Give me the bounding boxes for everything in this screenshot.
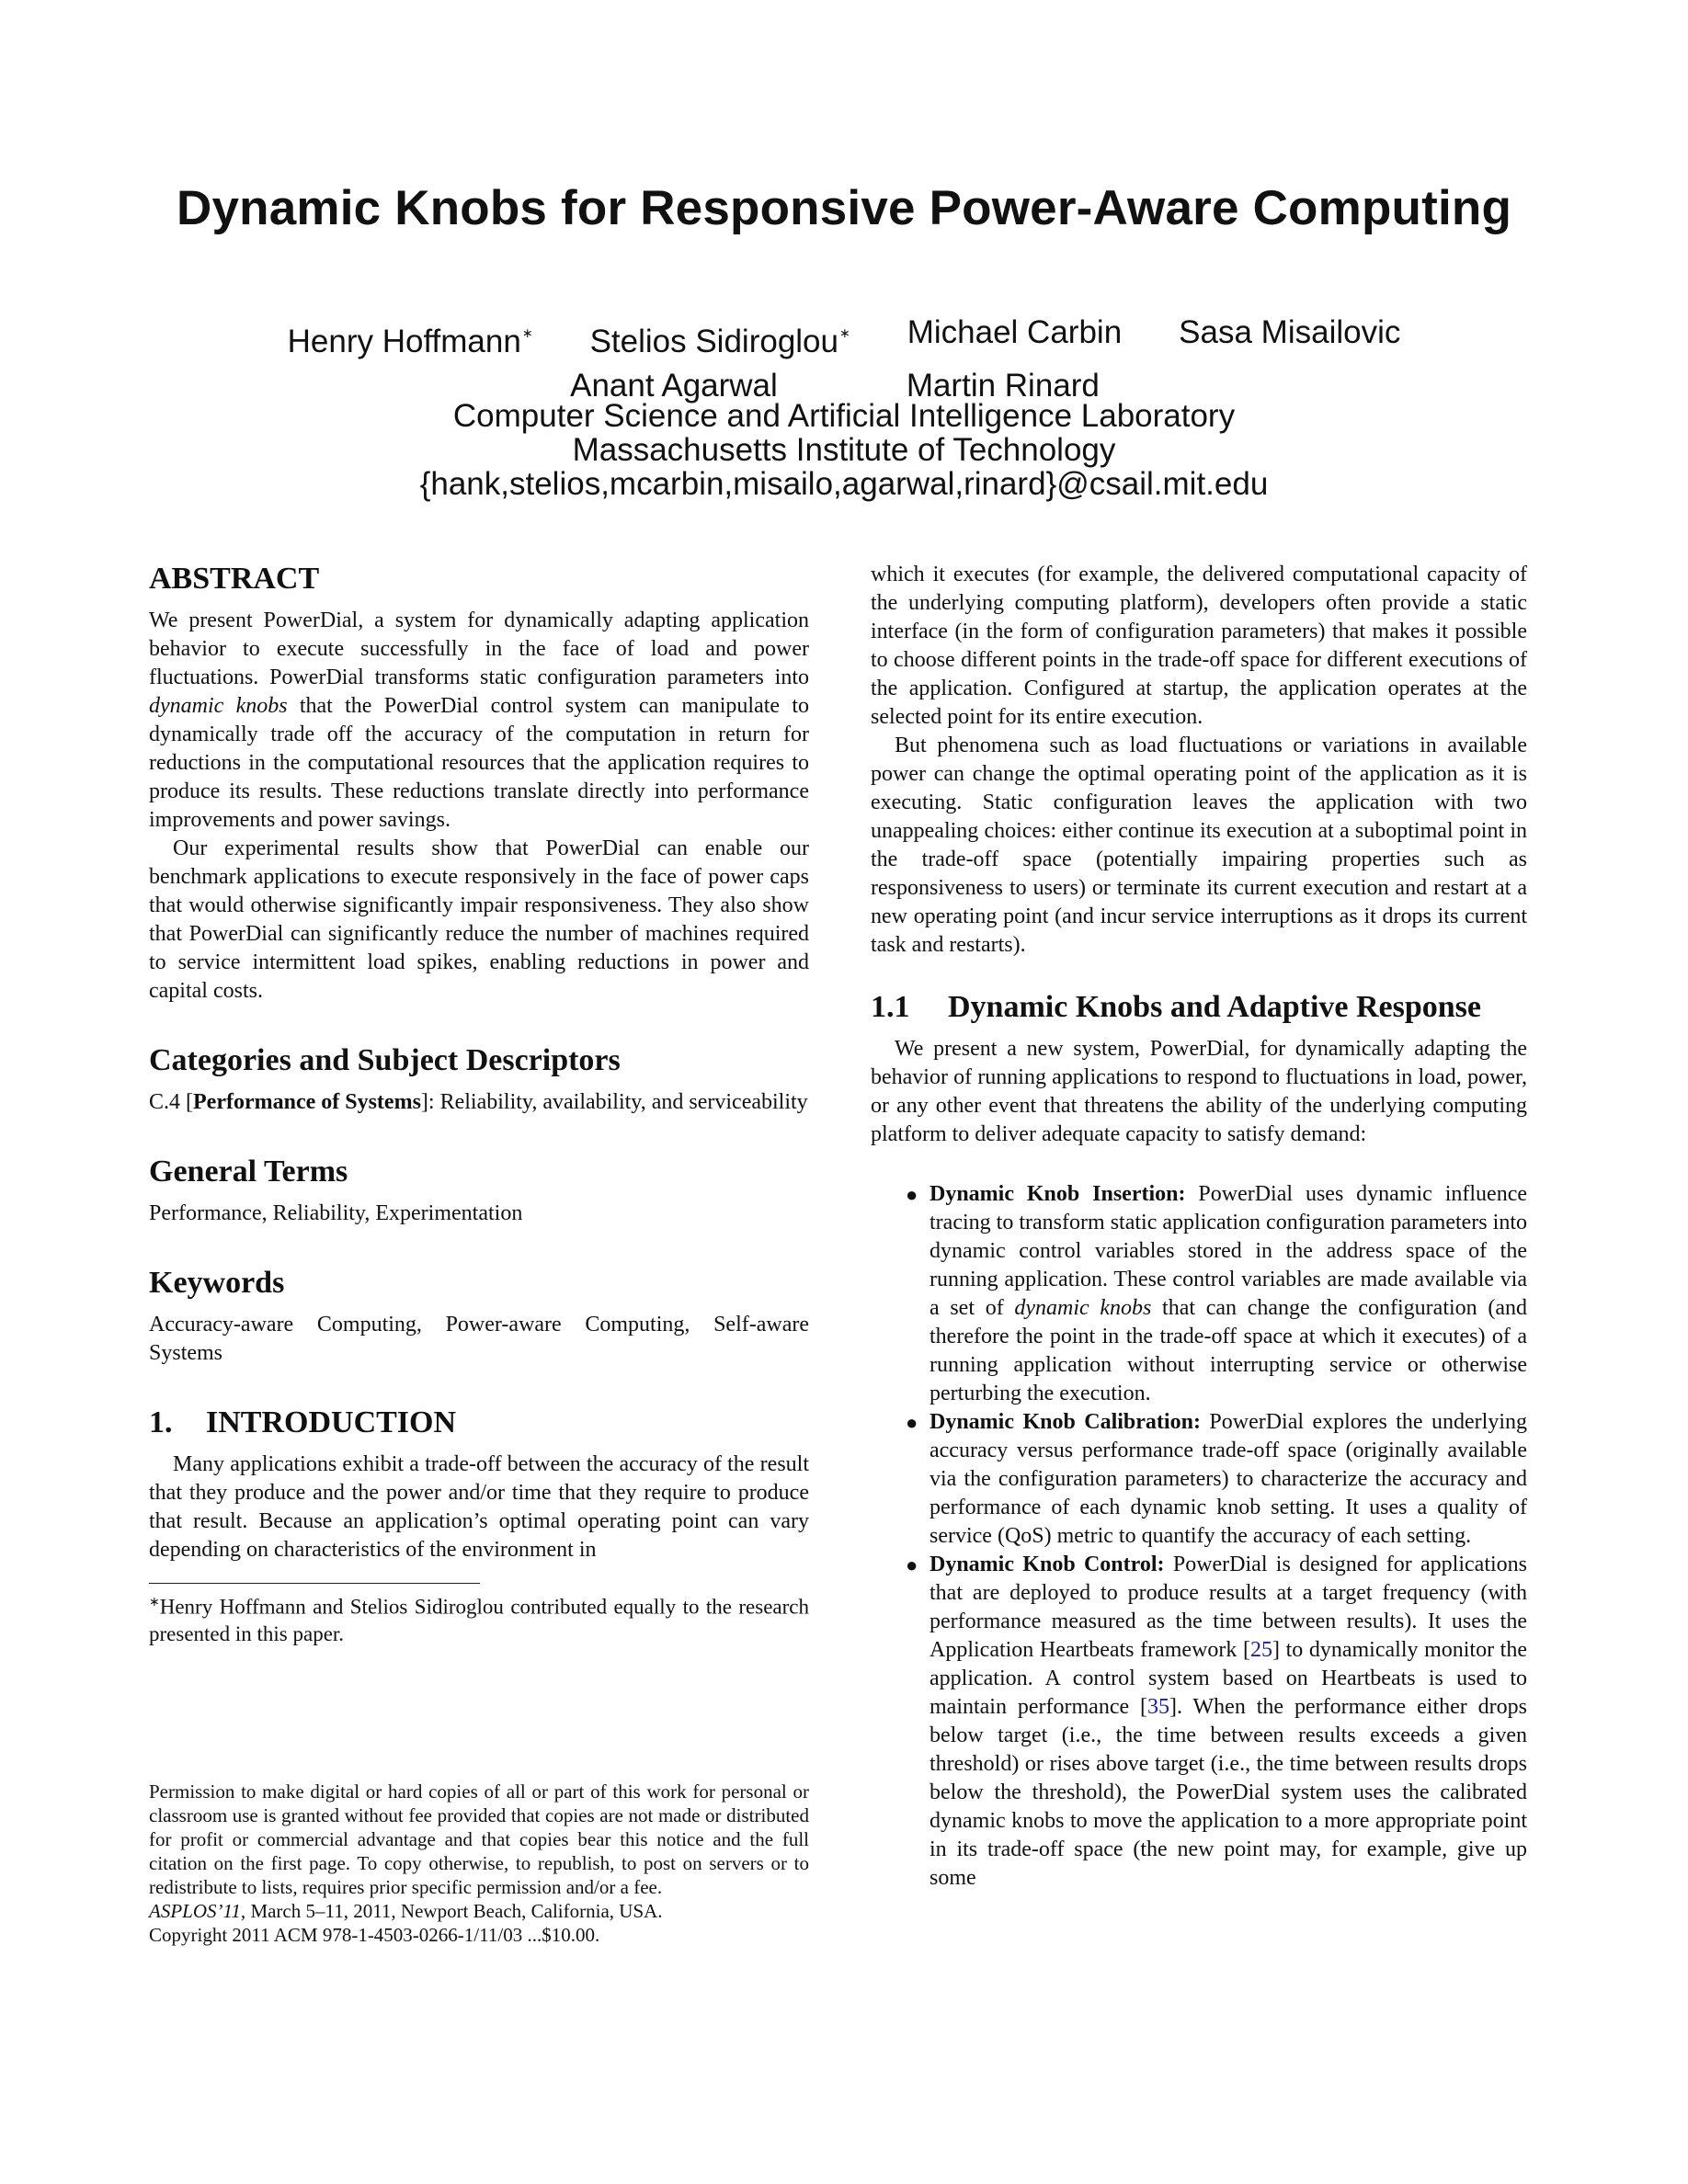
- general-terms-heading: General Terms: [149, 1155, 348, 1189]
- categories-heading: Categories and Subject Descriptors: [149, 1043, 621, 1077]
- list-item: ● Dynamic Knob Calibration: PowerDial explores the underlying accuracy versus performance trade-off space (originally available via the configuration parameters) to characterize the accuracy and performance of each dynamic knob setting. It uses a quality of service (QoS) metric to quantify the accuracy of each setting.: [906, 1410, 1527, 1548]
- venue-line: ASPLOS’11, March 5–11, 2011, Newport Beach, California, USA.: [149, 1900, 663, 1922]
- footnote-rule: [149, 1583, 480, 1584]
- bullet-icon: ●: [906, 1553, 918, 1576]
- bullet-icon: ●: [906, 1411, 918, 1434]
- author-block: [0, 311, 1688, 408]
- author-emails: {hank,stelios,mcarbin,misailo,agarwal,rinard}@csail.mit.edu: [419, 466, 1269, 502]
- list-item: ● Dynamic Knob Insertion: PowerDial uses dynamic influence tracing to transform static application configuration parameters into dynamic control variables stored in the address space of the running application. These control variables are made available via a set of dynamic knobs that can change the configuration (and therefore the point in the trade-off space at which it executes) of a running application without interrupting service or otherwise perturbing the execution.: [906, 1182, 1528, 1405]
- author-name: Michael Carbin: [907, 314, 1123, 350]
- author-name: Anant Agarwal: [570, 368, 778, 404]
- permission-text: Permission to make digital or hard copies of all or part of this work for personal or classroom use is granted without fee provided that copies are not made or distributed for profit or commercial advantage and that copies bear this notice and the full citation on the first page. To copy otherwise, to republish, to post on servers or to redistribute to lists, requires prior specific permission and/or a fee.: [149, 1780, 809, 1898]
- general-terms-section: [149, 1154, 809, 1228]
- citation-link[interactable]: 35: [1147, 1695, 1170, 1719]
- right-column: [871, 561, 1527, 1893]
- affiliation-lab: Computer Science and Artificial Intelligence Laboratory: [452, 398, 1236, 434]
- author-line-1: [0, 311, 1688, 364]
- categories-section: [149, 1042, 809, 1117]
- affiliation-block: [0, 399, 1688, 501]
- introduction-section: [149, 1405, 809, 1564]
- author-name: Martin Rinard: [906, 368, 1100, 404]
- abstract-paragraph: Our experimental results show that PowerDial can enable our benchmark applications to execute responsively in the face of power caps that would otherwise significantly impair responsiveness. They also show that PowerDial can significantly reduce the number of machines required to service intermittent load spikes, enabling reductions in power and capital costs.: [149, 836, 809, 1003]
- list-item: ● Dynamic Knob Control: PowerDial is designed for applications that are deployed to produce results at a target frequency (with performance measured as the time between results). It uses the Application Heartbeats framework [25] to dynamically monitor the application. A control system based on Heartbeats is used to maintain performance [35]. When the performance either drops below target (i.e., the time between results exceeds a given threshold) or rises above target (i.e., the time between results drops below the threshold), the PowerDial system uses the calibrated dynamic knobs to move the application to a more appropriate point in its trade-off space (the new point may, for example, give up some: [906, 1553, 1528, 1890]
- introduction-heading: 1. INTRODUCTION: [149, 1405, 457, 1439]
- introduction-paragraph: But phenomena such as load fluctuations or variations in available power can change the optimal operating point of the application as it is executing. Static configuration leaves the application with two unappealing choices: either continue its execution at a suboptimal point in the trade-off space (potentially impairing properties such as responsiveness to users) or terminate its current execution and restart at a new operating point (and incur service interruptions as it drops its current task and restarts).: [871, 734, 1527, 957]
- section-1-1-intro: We present a new system, PowerDial, for dynamically adapting the behavior of running applications to respond to fluctuations in load, power, or any other event that threatens the ability of the underlying computing platform to deliver adequate capacity to satisfy demand:: [871, 1037, 1527, 1146]
- keywords-section: [149, 1265, 809, 1368]
- author-name: Sasa Misailovic: [1179, 314, 1401, 350]
- keywords-heading: Keywords: [149, 1266, 285, 1300]
- bullet-icon: ●: [906, 1183, 918, 1206]
- abstract-heading: ABSTRACT: [149, 562, 320, 596]
- abstract-section: [149, 561, 809, 1006]
- paper-title: Dynamic Knobs for Responsive Power-Aware Computing: [176, 181, 1512, 235]
- abstract-paragraph: We present PowerDial, a system for dynamically adapting application behavior to execute successfully in the face of load and power fluctuations. PowerDial transforms static configuration parameters into dynamic knobs that the PowerDial control system can manipulate to dynamically trade off the accuracy of the computation in return for reductions in the computational resources that the application requires to produce its results. These reductions translate directly into performance improvements and power savings.: [149, 609, 810, 832]
- categories-text: C.4 [Performance of Systems]: Reliability, availability, and serviceability: [149, 1090, 808, 1114]
- section-1-1-heading: 1.1 Dynamic Knobs and Adaptive Response: [871, 990, 1482, 1024]
- introduction-paragraph: Many applications exhibit a trade-off between the accuracy of the result that they produce and the power and/or time that they require to produce that result. Because an application’s optimal operating point can vary depending on characteristics of the environment in: [149, 1452, 809, 1562]
- introduction-paragraph: which it executes (for example, the delivered computational capacity of the underlying computing platform), developers often provide a static interface (in the form of configuration parameters) that makes it possible to choose different points in the trade-off space for different executions of the application. Configured at startup, the application operates at the selected point for its entire execution.: [871, 563, 1527, 729]
- general-terms-text: Performance, Reliability, Experimentation: [149, 1201, 523, 1225]
- keywords-text: Accuracy-aware Computing, Power-aware Computing, Self-aware Systems: [149, 1313, 809, 1365]
- citation-link[interactable]: 25: [1250, 1638, 1272, 1662]
- author-name: Stelios Sidiroglou∗: [589, 324, 850, 359]
- affiliation-institute: Massachusetts Institute of Technology: [572, 432, 1116, 468]
- footnote: ∗Henry Hoffmann and Stelios Sidiroglou contributed equally to the research presented in this paper.: [149, 1595, 809, 1645]
- contribution-list: [871, 1180, 1527, 1893]
- permission-notice: [149, 1780, 809, 1947]
- author-name: Henry Hoffmann∗: [287, 324, 533, 359]
- copyright-line: Copyright 2011 ACM 978-1-4503-0266-1/11/03 ...$10.00.: [149, 1924, 600, 1946]
- left-column: [149, 561, 809, 1647]
